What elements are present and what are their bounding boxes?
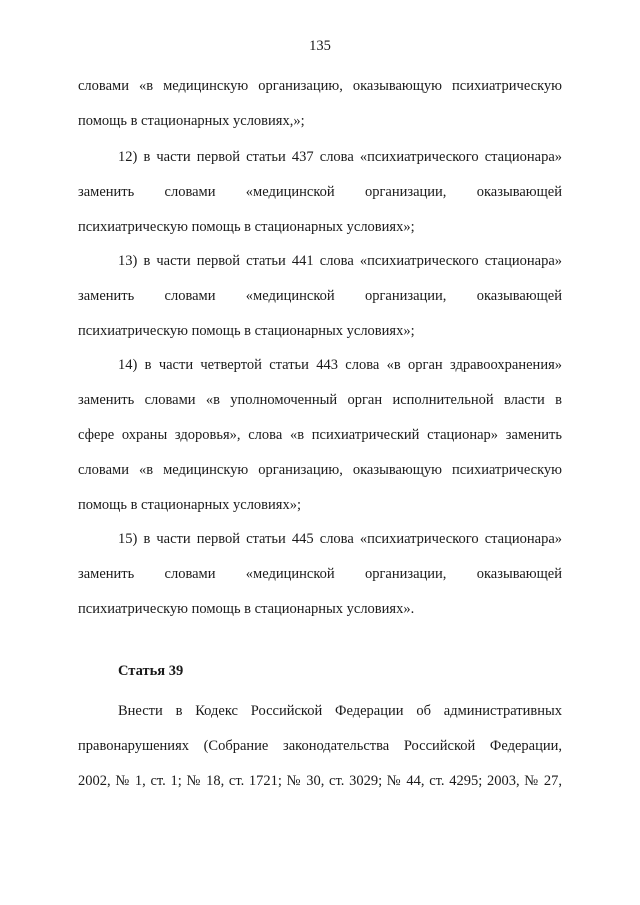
text-line: 12) в части первой статьи 437 слова «психиатрического стационара»: [118, 149, 562, 165]
article-heading: Статья 39: [118, 663, 184, 679]
text-line: 2002, № 1, ст. 1; № 18, ст. 1721; № 30, ст. 3029; № 44, ст. 4295; 2003, № 27,: [78, 773, 562, 789]
text-line: психиатрическую помощь в стационарных условиях».: [78, 601, 415, 617]
text-line: словами «в медицинскую организацию, оказывающую психиатрическую: [78, 78, 562, 94]
page-number: 135: [309, 38, 331, 54]
text-line: словами «в медицинскую организацию, оказывающую психиатрическую: [78, 462, 562, 478]
text-line: 15) в части первой статьи 445 слова «психиатрического стационара»: [118, 531, 562, 547]
text-line: заменить словами «медицинской организации, оказывающей: [78, 184, 562, 200]
text-line: 13) в части первой статьи 441 слова «психиатрического стационара»: [118, 253, 562, 269]
text-line: психиатрическую помощь в стационарных условиях»;: [78, 323, 415, 339]
text-line: сфере охраны здоровья», слова «в психиатрический стационар» заменить: [78, 427, 562, 443]
text-line: психиатрическую помощь в стационарных условиях»;: [78, 219, 415, 235]
text-line: Внести в Кодекс Российской Федерации об административных: [118, 703, 562, 719]
text-line: заменить словами «медицинской организации, оказывающей: [78, 288, 562, 304]
text-line: помощь в стационарных условиях,»;: [78, 113, 305, 129]
text-line: 14) в части четвертой статьи 443 слова «в орган здравоохранения»: [118, 357, 562, 373]
text-line: заменить словами «в уполномоченный орган исполнительной власти в: [78, 392, 562, 408]
text-line: помощь в стационарных условиях»;: [78, 497, 301, 513]
text-line: заменить словами «медицинской организации, оказывающей: [78, 566, 562, 582]
text-line: правонарушениях (Собрание законодательства Российской Федерации,: [78, 738, 562, 754]
